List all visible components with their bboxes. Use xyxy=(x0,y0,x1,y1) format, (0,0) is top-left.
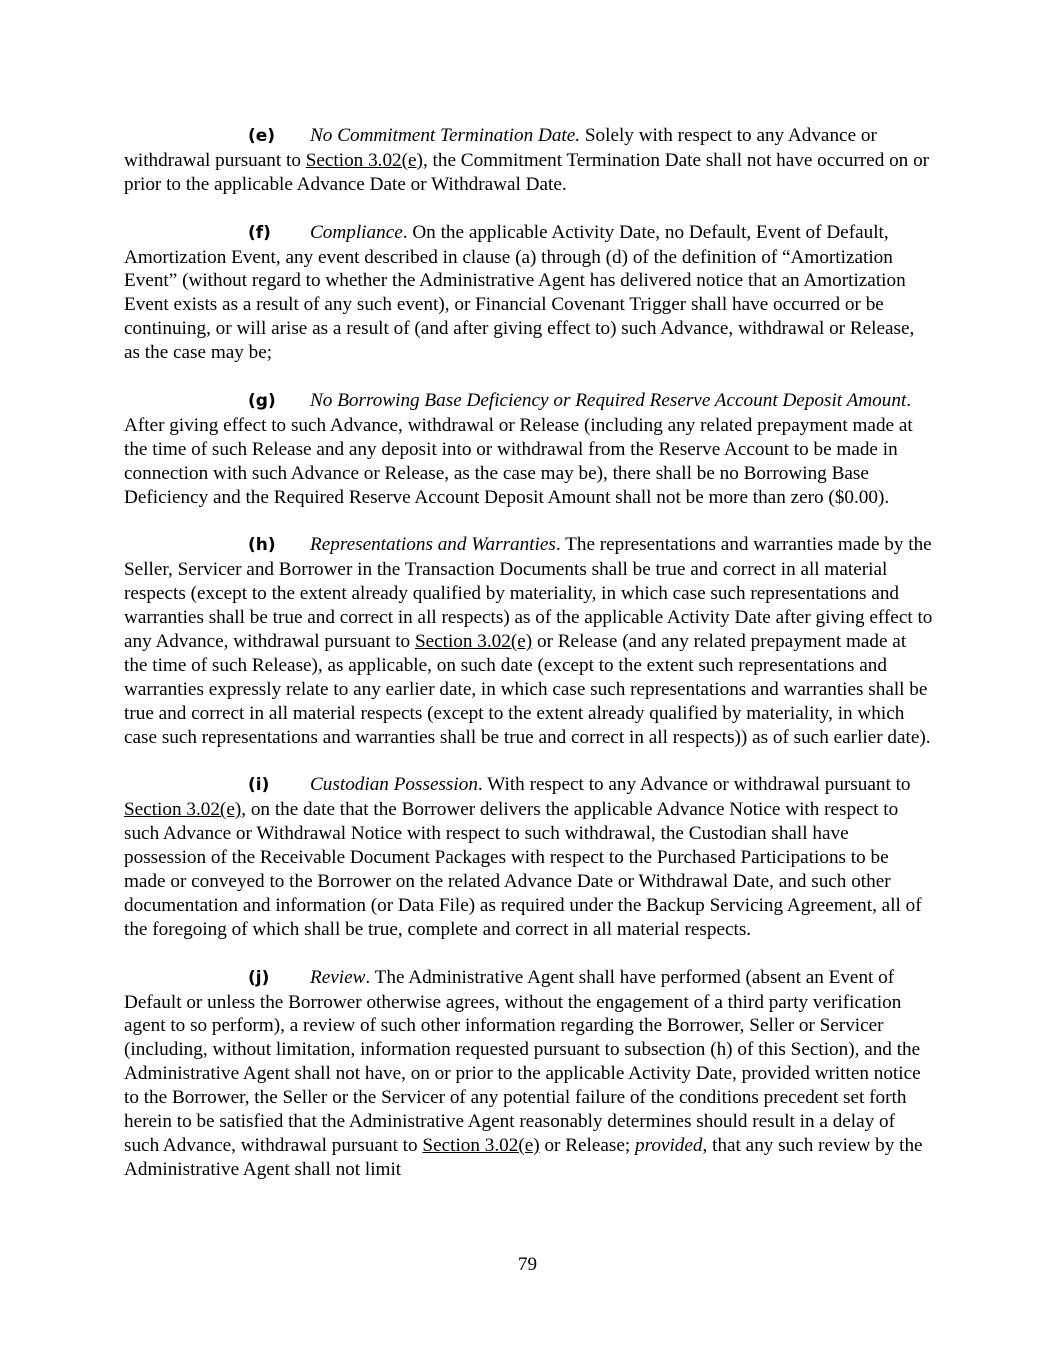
paragraph-heading: Representations and Warranties xyxy=(310,534,556,556)
paragraph-f xyxy=(124,221,934,365)
paragraph-label: (g) xyxy=(248,390,276,411)
paragraph-i xyxy=(124,773,934,941)
paragraph-h xyxy=(124,533,934,749)
page-number: 79 xyxy=(517,1254,538,1275)
paragraph-text: . The representations and warranties made by the Seller, Servicer and Borrower in the Transaction Documents shall be true and correct in all material respects (except to the extent already qualified by materiality, in which case such representations and warranties shall be true and correct in all respects) as of the applicable Activity Date after giving effect to any Advance, withdrawal pursuant to xyxy=(124,534,933,652)
paragraph-label: (j) xyxy=(248,967,270,988)
paragraph-g xyxy=(124,389,934,510)
paragraph-heading: No Borrowing Base Deficiency or Required Reserve Account Deposit Amount xyxy=(310,389,907,411)
paragraph-j xyxy=(124,966,934,1182)
paragraph-label: (f) xyxy=(248,222,271,243)
paragraph-text: , the Commitment Termination Date shall not have occurred on or prior to the applicable Advance Date or Withdrawal Date. xyxy=(124,149,930,195)
paragraph-italic-term: provided xyxy=(635,1134,703,1156)
paragraph-text: . The Administrative Agent shall have performed (absent an Event of Default or unless the Borrower otherwise agrees, without the engagement of a third party verification agent to so perform), a review of such other information regarding the Borrower, Seller or Servicer (including, without limitation, information requested pursuant to subsection (h) of this Section), and the Administrative Agent shall not have, on or prior to the applicable Activity Date, provided written notice to the Borrower, the Seller or the Servicer of any potential failure of the conditions precedent set forth herein to be satisfied that the Administrative Agent reasonably determines should result in a delay of such Advance, withdrawal pursuant to xyxy=(124,966,921,1156)
paragraph-text: . On the applicable Activity Date, no Default, Event of Default, Amortization Event, any event described in clause (a) through (d) of the definition of “Amortization Event” (without regard to whether the Administrative Agent has delivered notice that an Amortization Event exists as a result of any such event), or Financial Covenant Trigger shall have occurred or be continuing, or will arise as a result of (and after giving effect to) such Advance, withdrawal or Release, as the case may be; xyxy=(124,221,915,364)
paragraph-text: or Release (and any related prepayment made at the time of such Release), as applicable, on such date (except to the extent such representations and warranties expressly relate to any earlier date, in which case such representations and warranties shall be true and correct in all material respects (except to the extent already qualified by materiality, in which case such representations and warranties shall be true and correct in all respects)) as of such earlier date). xyxy=(124,630,931,748)
paragraph-label: (e) xyxy=(248,126,276,146)
section-reference: Section 3.02(e) xyxy=(422,1134,540,1156)
paragraph-text: . After giving effect to such Advance, withdrawal or Release (including any related prepayment made at the time of such Release and any deposit into or withdrawal from the Reserve Account to be made in connection with such Advance or Release, as the case may be), there shall be no Borrowing Base Deficiency and the Required Reserve Account Deposit Amount shall not be more than zero ($0.00). xyxy=(124,389,913,508)
paragraph-text: Solely with respect to any Advance or withdrawal pursuant to xyxy=(124,125,877,171)
paragraph-heading: Review xyxy=(310,966,366,988)
section-reference: Section 3.02(e) xyxy=(124,799,242,821)
paragraph-text: , that any such review by the Administrative Agent shall not limit xyxy=(124,1134,923,1180)
section-reference: Section 3.02(e) xyxy=(305,149,423,171)
body-text xyxy=(124,124,934,1206)
paragraph-text: . With respect to any Advance or withdrawal pursuant to xyxy=(477,774,911,796)
paragraph-text: or Release; xyxy=(539,1134,636,1156)
paragraph-heading: Compliance xyxy=(310,221,403,243)
paragraph-heading: No Commitment Termination Date. xyxy=(310,125,581,146)
paragraph-label: (i) xyxy=(248,775,270,796)
section-reference: Section 3.02(e) xyxy=(414,630,533,652)
paragraph-e xyxy=(124,124,934,197)
paragraph-label: (h) xyxy=(248,535,276,556)
paragraph-heading: Custodian Possession xyxy=(310,774,478,796)
paragraph-text: , on the date that the Borrower delivers the applicable Advance Notice with respect to such Advance or Withdrawal Notice with respect to such withdrawal, the Custodian shall have possession of the Receivable Document Packages with respect to the Purchased Participations to be made or conveyed to the Borrower on the related Advance Date or Withdrawal Date, and such other documentation and information (or Data File) as required under the Backup Servicing Agreement, all of the foregoing of which shall be true, complete and correct in all material respects. xyxy=(124,799,922,940)
